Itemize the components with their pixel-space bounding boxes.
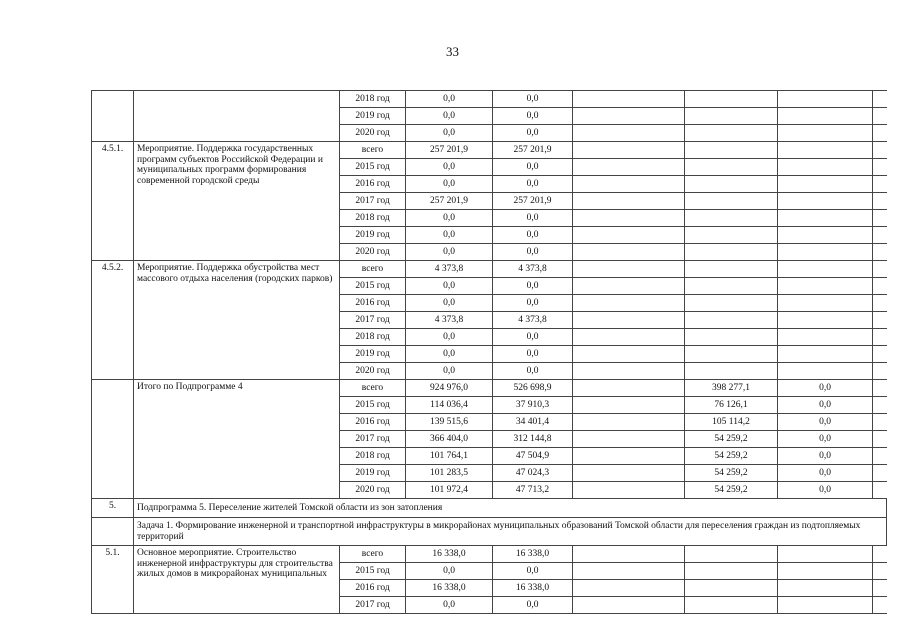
federal-cell: 37 910,3 bbox=[493, 397, 573, 414]
extra-cell bbox=[873, 465, 887, 482]
year-cell: 2017 год bbox=[340, 597, 406, 614]
year-cell: 2018 год bbox=[340, 448, 406, 465]
extra-cell bbox=[873, 482, 887, 499]
extra-cell bbox=[873, 580, 887, 597]
local-cell bbox=[778, 108, 873, 125]
extra-cell bbox=[873, 329, 887, 346]
total-cell: 101 764,1 bbox=[406, 448, 493, 465]
regional-cell bbox=[685, 193, 778, 210]
regional-cell bbox=[685, 597, 778, 614]
local-cell bbox=[778, 227, 873, 244]
section-title: Подпрограмма 5. Переселение жителей Томской области из зон затопления bbox=[134, 499, 887, 518]
total-cell: 16 338,0 bbox=[406, 580, 493, 597]
measure-name: Основное мероприятие. Строительство инженерной инфраструктуры для строительства жилых домов в микрорайонах муниципальных bbox=[134, 546, 340, 614]
col3-cell bbox=[573, 227, 685, 244]
year-cell: 2018 год bbox=[340, 329, 406, 346]
local-cell bbox=[778, 125, 873, 142]
table-row bbox=[92, 546, 887, 563]
extra-cell bbox=[873, 563, 887, 580]
total-cell: 924 976,0 bbox=[406, 380, 493, 397]
extra-cell bbox=[873, 91, 887, 108]
federal-cell: 0,0 bbox=[493, 295, 573, 312]
total-cell: 0,0 bbox=[406, 329, 493, 346]
col3-cell bbox=[573, 278, 685, 295]
year-cell: 2017 год bbox=[340, 312, 406, 329]
total-cell: 139 515,6 bbox=[406, 414, 493, 431]
extra-cell bbox=[873, 346, 887, 363]
measure-name bbox=[134, 91, 340, 142]
col3-cell bbox=[573, 465, 685, 482]
local-cell: 0,0 bbox=[778, 465, 873, 482]
extra-cell bbox=[873, 312, 887, 329]
total-cell: 0,0 bbox=[406, 176, 493, 193]
year-cell: 2019 год bbox=[340, 346, 406, 363]
row-number: 5. bbox=[92, 499, 134, 518]
federal-cell: 34 401,4 bbox=[493, 414, 573, 431]
total-cell: 0,0 bbox=[406, 227, 493, 244]
measure-name: Мероприятие. Поддержка обустройства мест массового отдыха населения (городских парков) bbox=[134, 261, 340, 380]
year-cell: всего bbox=[340, 546, 406, 563]
col3-cell bbox=[573, 346, 685, 363]
measure-name: Итого по Подпрограмме 4 bbox=[134, 380, 340, 499]
regional-cell bbox=[685, 142, 778, 159]
budget-table bbox=[91, 90, 887, 614]
row-number: 5.1. bbox=[92, 546, 134, 614]
regional-cell: 76 126,1 bbox=[685, 397, 778, 414]
extra-cell bbox=[873, 210, 887, 227]
col3-cell bbox=[573, 159, 685, 176]
local-cell bbox=[778, 210, 873, 227]
local-cell bbox=[778, 142, 873, 159]
regional-cell: 398 277,1 bbox=[685, 380, 778, 397]
page-number: 33 bbox=[446, 44, 459, 59]
extra-cell bbox=[873, 193, 887, 210]
local-cell bbox=[778, 597, 873, 614]
federal-cell: 257 201,9 bbox=[493, 193, 573, 210]
col3-cell bbox=[573, 125, 685, 142]
federal-cell: 0,0 bbox=[493, 363, 573, 380]
total-cell: 0,0 bbox=[406, 295, 493, 312]
year-cell: 2015 год bbox=[340, 278, 406, 295]
local-cell: 0,0 bbox=[778, 448, 873, 465]
year-cell: 2016 год bbox=[340, 414, 406, 431]
total-cell: 0,0 bbox=[406, 159, 493, 176]
local-cell bbox=[778, 278, 873, 295]
extra-cell bbox=[873, 261, 887, 278]
regional-cell: 54 259,2 bbox=[685, 448, 778, 465]
extra-cell bbox=[873, 397, 887, 414]
col3-cell bbox=[573, 295, 685, 312]
regional-cell bbox=[685, 295, 778, 312]
regional-cell bbox=[685, 329, 778, 346]
regional-cell: 54 259,2 bbox=[685, 482, 778, 499]
local-cell bbox=[778, 580, 873, 597]
extra-cell bbox=[873, 380, 887, 397]
regional-cell bbox=[685, 159, 778, 176]
col3-cell bbox=[573, 448, 685, 465]
col3-cell bbox=[573, 597, 685, 614]
year-cell: 2020 год bbox=[340, 482, 406, 499]
year-cell: 2020 год bbox=[340, 125, 406, 142]
table-row bbox=[92, 380, 887, 397]
total-cell: 0,0 bbox=[406, 125, 493, 142]
total-cell: 0,0 bbox=[406, 278, 493, 295]
extra-cell bbox=[873, 597, 887, 614]
regional-cell bbox=[685, 546, 778, 563]
extra-cell bbox=[873, 295, 887, 312]
total-cell: 0,0 bbox=[406, 346, 493, 363]
federal-cell: 0,0 bbox=[493, 346, 573, 363]
col3-cell bbox=[573, 210, 685, 227]
total-cell: 0,0 bbox=[406, 210, 493, 227]
total-cell: 0,0 bbox=[406, 363, 493, 380]
federal-cell: 0,0 bbox=[493, 278, 573, 295]
total-cell: 16 338,0 bbox=[406, 546, 493, 563]
col3-cell bbox=[573, 431, 685, 448]
regional-cell bbox=[685, 210, 778, 227]
total-cell: 0,0 bbox=[406, 108, 493, 125]
extra-cell bbox=[873, 448, 887, 465]
measure-name: Мероприятие. Поддержка государственных программ субъектов Российской Федерации и муниципальных программ формирования современной городской среды bbox=[134, 142, 340, 261]
year-cell: 2018 год bbox=[340, 91, 406, 108]
local-cell bbox=[778, 312, 873, 329]
extra-cell bbox=[873, 125, 887, 142]
regional-cell bbox=[685, 346, 778, 363]
local-cell bbox=[778, 346, 873, 363]
row-number: 4.5.2. bbox=[92, 261, 134, 380]
row-number bbox=[92, 518, 134, 546]
federal-cell: 4 373,8 bbox=[493, 261, 573, 278]
table-row bbox=[92, 91, 887, 108]
table-row bbox=[92, 261, 887, 278]
col3-cell bbox=[573, 329, 685, 346]
total-cell: 114 036,4 bbox=[406, 397, 493, 414]
regional-cell bbox=[685, 125, 778, 142]
local-cell bbox=[778, 329, 873, 346]
local-cell: 0,0 bbox=[778, 482, 873, 499]
federal-cell: 4 373,8 bbox=[493, 312, 573, 329]
local-cell bbox=[778, 159, 873, 176]
col3-cell bbox=[573, 244, 685, 261]
total-cell: 101 283,5 bbox=[406, 465, 493, 482]
regional-cell bbox=[685, 91, 778, 108]
col3-cell bbox=[573, 580, 685, 597]
col3-cell bbox=[573, 176, 685, 193]
federal-cell: 0,0 bbox=[493, 125, 573, 142]
local-cell bbox=[778, 91, 873, 108]
extra-cell bbox=[873, 546, 887, 563]
table-body bbox=[92, 91, 887, 614]
extra-cell bbox=[873, 108, 887, 125]
federal-cell: 0,0 bbox=[493, 563, 573, 580]
regional-cell bbox=[685, 580, 778, 597]
local-cell bbox=[778, 363, 873, 380]
local-cell bbox=[778, 546, 873, 563]
task-title: Задача 1. Формирование инженерной и транспортной инфраструктуры в микрорайонах муниципальных образований Томской области для переселения граждан из подтопляемых территорий bbox=[134, 518, 887, 546]
extra-cell bbox=[873, 363, 887, 380]
col3-cell bbox=[573, 261, 685, 278]
local-cell bbox=[778, 295, 873, 312]
year-cell: всего bbox=[340, 380, 406, 397]
federal-cell: 0,0 bbox=[493, 176, 573, 193]
col3-cell bbox=[573, 363, 685, 380]
col3-cell bbox=[573, 380, 685, 397]
task-row bbox=[92, 518, 887, 546]
federal-cell: 47 713,2 bbox=[493, 482, 573, 499]
year-cell: всего bbox=[340, 142, 406, 159]
year-cell: 2019 год bbox=[340, 465, 406, 482]
regional-cell bbox=[685, 261, 778, 278]
local-cell: 0,0 bbox=[778, 380, 873, 397]
regional-cell bbox=[685, 363, 778, 380]
year-cell: 2017 год bbox=[340, 193, 406, 210]
year-cell: 2015 год bbox=[340, 563, 406, 580]
row-number bbox=[92, 380, 134, 499]
year-cell: 2015 год bbox=[340, 397, 406, 414]
federal-cell: 16 338,0 bbox=[493, 546, 573, 563]
local-cell: 0,0 bbox=[778, 414, 873, 431]
regional-cell: 105 114,2 bbox=[685, 414, 778, 431]
federal-cell: 0,0 bbox=[493, 91, 573, 108]
total-cell: 101 972,4 bbox=[406, 482, 493, 499]
local-cell bbox=[778, 261, 873, 278]
regional-cell: 54 259,2 bbox=[685, 431, 778, 448]
year-cell: 2015 год bbox=[340, 159, 406, 176]
extra-cell bbox=[873, 227, 887, 244]
year-cell: 2020 год bbox=[340, 244, 406, 261]
total-cell: 366 404,0 bbox=[406, 431, 493, 448]
year-cell: 2019 год bbox=[340, 108, 406, 125]
extra-cell bbox=[873, 176, 887, 193]
year-cell: 2016 год bbox=[340, 176, 406, 193]
regional-cell bbox=[685, 312, 778, 329]
federal-cell: 0,0 bbox=[493, 108, 573, 125]
total-cell: 4 373,8 bbox=[406, 312, 493, 329]
federal-cell: 47 504,9 bbox=[493, 448, 573, 465]
extra-cell bbox=[873, 431, 887, 448]
total-cell: 0,0 bbox=[406, 244, 493, 261]
section-row bbox=[92, 499, 887, 518]
regional-cell bbox=[685, 176, 778, 193]
year-cell: 2016 год bbox=[340, 295, 406, 312]
local-cell: 0,0 bbox=[778, 397, 873, 414]
extra-cell bbox=[873, 142, 887, 159]
year-cell: 2019 год bbox=[340, 227, 406, 244]
col3-cell bbox=[573, 193, 685, 210]
federal-cell: 0,0 bbox=[493, 244, 573, 261]
federal-cell: 0,0 bbox=[493, 159, 573, 176]
total-cell: 257 201,9 bbox=[406, 142, 493, 159]
year-cell: 2016 год bbox=[340, 580, 406, 597]
table-row bbox=[92, 142, 887, 159]
regional-cell bbox=[685, 563, 778, 580]
federal-cell: 0,0 bbox=[493, 329, 573, 346]
total-cell: 0,0 bbox=[406, 597, 493, 614]
col3-cell bbox=[573, 397, 685, 414]
local-cell bbox=[778, 244, 873, 261]
local-cell bbox=[778, 176, 873, 193]
col3-cell bbox=[573, 142, 685, 159]
federal-cell: 526 698,9 bbox=[493, 380, 573, 397]
regional-cell bbox=[685, 278, 778, 295]
total-cell: 0,0 bbox=[406, 91, 493, 108]
col3-cell bbox=[573, 563, 685, 580]
col3-cell bbox=[573, 91, 685, 108]
total-cell: 257 201,9 bbox=[406, 193, 493, 210]
total-cell: 0,0 bbox=[406, 563, 493, 580]
row-number bbox=[92, 91, 134, 142]
row-number: 4.5.1. bbox=[92, 142, 134, 261]
federal-cell: 16 338,0 bbox=[493, 580, 573, 597]
federal-cell: 0,0 bbox=[493, 227, 573, 244]
col3-cell bbox=[573, 546, 685, 563]
local-cell bbox=[778, 563, 873, 580]
federal-cell: 0,0 bbox=[493, 597, 573, 614]
local-cell bbox=[778, 193, 873, 210]
extra-cell bbox=[873, 278, 887, 295]
year-cell: 2018 год bbox=[340, 210, 406, 227]
regional-cell bbox=[685, 244, 778, 261]
extra-cell bbox=[873, 244, 887, 261]
col3-cell bbox=[573, 414, 685, 431]
regional-cell bbox=[685, 227, 778, 244]
local-cell: 0,0 bbox=[778, 431, 873, 448]
col3-cell bbox=[573, 482, 685, 499]
federal-cell: 312 144,8 bbox=[493, 431, 573, 448]
federal-cell: 0,0 bbox=[493, 210, 573, 227]
total-cell: 4 373,8 bbox=[406, 261, 493, 278]
extra-cell bbox=[873, 414, 887, 431]
regional-cell: 54 259,2 bbox=[685, 465, 778, 482]
year-cell: 2017 год bbox=[340, 431, 406, 448]
regional-cell bbox=[685, 108, 778, 125]
year-cell: 2020 год bbox=[340, 363, 406, 380]
col3-cell bbox=[573, 312, 685, 329]
col3-cell bbox=[573, 108, 685, 125]
federal-cell: 257 201,9 bbox=[493, 142, 573, 159]
year-cell: всего bbox=[340, 261, 406, 278]
federal-cell: 47 024,3 bbox=[493, 465, 573, 482]
extra-cell bbox=[873, 159, 887, 176]
